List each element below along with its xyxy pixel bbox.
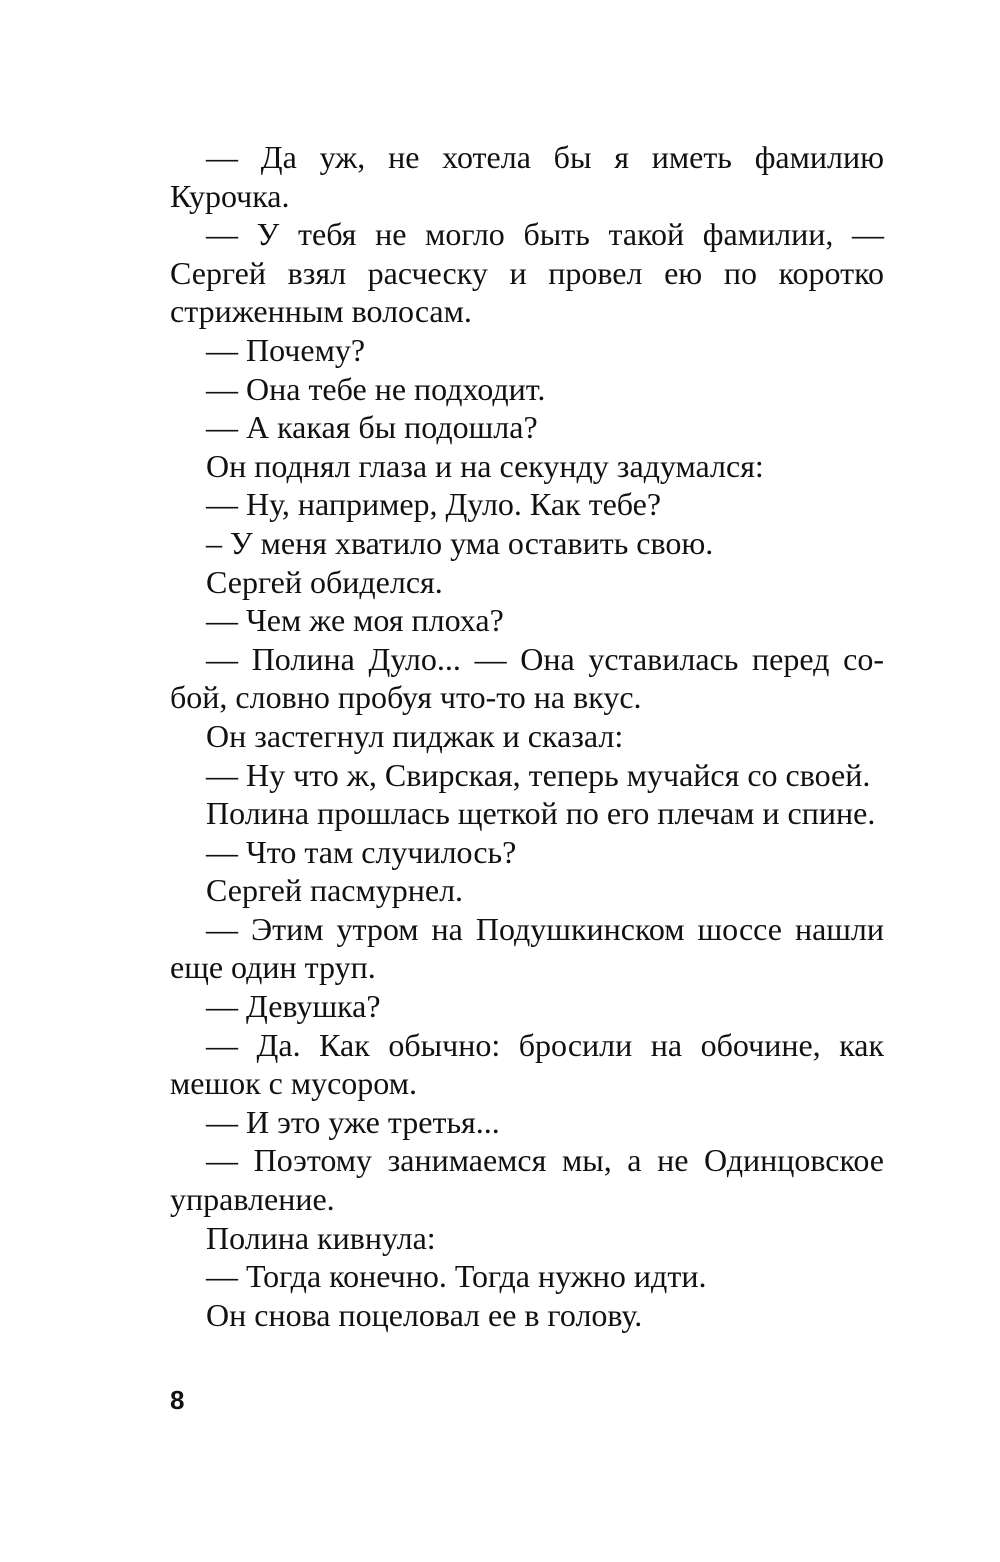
paragraph-12: Он застегнул пиджак и сказал:	[206, 717, 624, 754]
paragraph-6: Он поднял глаза и на секунду задумался:	[206, 447, 764, 484]
paragraph-1: — Да уж, не хотела бы я иметь фамилию Курочка.	[170, 139, 884, 214]
paragraph-19: — Да. Как обычно: бросили на обочине, как мешок с мусором.	[170, 1026, 884, 1102]
body-text	[170, 138, 884, 1334]
paragraph-7: — Ну, например, Дуло. Как тебе?	[206, 486, 662, 523]
paragraph-18: — Девушка?	[206, 988, 381, 1025]
paragraph-20: — И это уже третья...	[206, 1103, 500, 1140]
paragraph-8: – У меня хватило ума оставить свою.	[206, 524, 714, 561]
paragraph-11: — Полина Дуло... — Она уставилась перед собой, словно пробуя что-то на вкус.	[170, 640, 884, 716]
paragraph-15: — Что там случилось?	[206, 833, 517, 870]
paragraph-24: Он снова поцеловал ее в голову.	[206, 1296, 643, 1333]
paragraph-16: Сергей пасмурнел.	[206, 872, 464, 909]
paragraph-3: — Почему?	[206, 331, 366, 368]
paragraph-10: — Чем же моя плоха?	[206, 602, 504, 639]
paragraph-13: — Ну что ж, Свирская, теперь мучайся со своей.	[206, 756, 871, 793]
paragraph-23: — Тогда конечно. Тогда нужно идти.	[206, 1258, 707, 1295]
paragraph-17: — Этим утром на Подушкинском шоссе нашли еще один труп.	[170, 910, 884, 986]
page-number: 8	[170, 1385, 185, 1415]
paragraph-9: Сергей обиделся.	[206, 563, 443, 600]
paragraph-4: — Она тебе не подходит.	[206, 370, 546, 407]
paragraph-22: Полина кивнула:	[206, 1219, 436, 1256]
paragraph-5: — А какая бы подошла?	[206, 409, 538, 446]
paragraph-21: — Поэтому занимаемся мы, а не Одинцовское управление.	[170, 1142, 884, 1218]
paragraph-2: — У тебя не могло быть такой фамилии, — Сергей взял расческу и провел ею по коротко стриженным волосам.	[170, 216, 884, 330]
paragraph-14: Полина прошлась щеткой по его плечам и спине.	[206, 795, 876, 832]
